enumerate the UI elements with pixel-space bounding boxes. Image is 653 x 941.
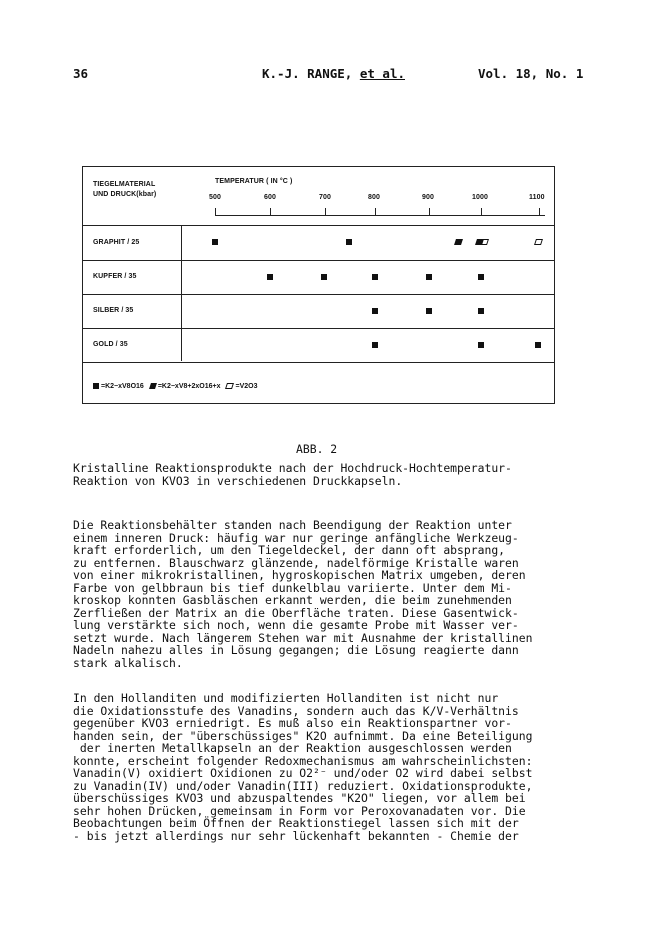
author-etal: et al. — [359, 66, 405, 81]
legend-text: =K2−xV8O16 — [101, 383, 144, 390]
marker-kv8o16 — [267, 274, 273, 280]
row-divider — [83, 260, 554, 261]
tick-500 — [215, 208, 216, 215]
figure-legend — [93, 383, 257, 390]
tick-1100 — [539, 208, 540, 215]
solid-square-icon — [93, 383, 99, 389]
legend-text: =V2O3 — [235, 383, 258, 390]
tick-900 — [429, 208, 430, 215]
page-number: 36 — [73, 66, 89, 81]
marker-kv8o16 — [426, 274, 432, 280]
solid-parallelogram-icon — [149, 383, 157, 389]
marker-modified-hollandite — [454, 239, 463, 245]
body-paragraph-1: Die Reaktionsbehälter standen nach Beendigung der Reaktion unter einem inneren Druck: häufig war nur geringe anfängliche Werkzeug- kraft erforderlich, um den Tiegeldeckel, der dann oft absprang, zu entfernen. Blauschwarz glänzende, nadelförmige Kristalle waren von einer mikrokristallinen, hygroskopischen Matrix umgeben, deren Farbe von gelbbraun bis tief dunkelblau variierte. Unter dem Mi- kroskop konnten Gasbläschen erkannt werden, die beim zunehmenden Zerfließen der Matrix an die Oberfläche traten. Diese Gasentwick- lung verstärkte sich noch, wenn die gesamte Probe mit Wasser ver- setzt wurde. Nach längerem Stehen war mit Ausnahme der kristallinen Nadeln nahezu alles in Lösung gegangen; die Lösung reagierte dann stark alkalisch. — [73, 518, 533, 671]
row-label-gold: GOLD / 35 — [93, 341, 128, 348]
marker-v2o3 — [480, 239, 489, 245]
temp-500: 500 — [209, 194, 221, 201]
figure-table — [82, 166, 555, 404]
temp-1000: 1000 — [472, 194, 488, 201]
marker-kv8o16 — [212, 239, 218, 245]
marker-kv8o16 — [346, 239, 352, 245]
marker-kv8o16 — [535, 342, 541, 348]
tick-800 — [375, 208, 376, 215]
column-divider — [181, 225, 182, 361]
marker-v2o3 — [534, 239, 543, 245]
volume-info: Vol. 18, No. 1 — [478, 66, 584, 81]
legend-text: =K2−xV8+2xO16+x — [157, 383, 221, 390]
marker-kv8o16 — [372, 342, 378, 348]
figure-title: ABB. 2 — [296, 442, 338, 456]
marker-kv8o16 — [478, 274, 484, 280]
row-label-silber: SILBER / 35 — [93, 307, 134, 314]
col-header-line2: UND DRUCK(kbar) — [93, 191, 157, 198]
temp-900: 900 — [422, 194, 434, 201]
row-divider — [83, 328, 554, 329]
marker-kv8o16 — [478, 342, 484, 348]
temp-600: 600 — [264, 194, 276, 201]
legend-item-v2o3 — [226, 383, 257, 390]
marker-kv8o16 — [478, 308, 484, 314]
open-parallelogram-icon — [226, 383, 235, 389]
temperature-axis — [215, 215, 545, 216]
row-label-graphit: GRAPHIT / 25 — [93, 239, 140, 246]
temp-700: 700 — [319, 194, 331, 201]
row-divider — [83, 225, 554, 226]
body-paragraph-2: In den Hollanditen und modifizierten Hollanditen ist nicht nur die Oxidationsstufe des Vanadins, sondern auch das K/V-Verhältnis gegenüber KVO3 erniedrigt. Es muß also ein Reaktionspartner vor- handen sein, der "überschüssiges" K2O aufnimmt. Da eine Beteiligung der inerten Metallkapseln an der Reaktion ausgeschlossen werden konnte, erscheint folgender Redoxmechanismus am wahrscheinlichsten: Vanadin(V) oxidiert Oxidionen zu O2²⁻ und/oder O2 wird dabei selbst zu Vanadin(IV) und/oder Vanadin(III) reduziert. Oxidationsprodukte, überschüssiges KVO3 und abzuspaltendes "K2O" liegen, vor allem bei sehr hohen Drücken, gemeinsam in Form vor Peroxovanadaten vor. Die Beobachtungen beim Öffnen der Reaktionstiegel lassen sich mit der - bis jetzt allerdings nur sehr lückenhaft bekannten - Chemie der — [73, 691, 533, 844]
tick-1000 — [481, 208, 482, 215]
figure-caption: Kristalline Reaktionsprodukte nach der Hochdruck-Hochtemperatur- Reaktion von KVO3 in verschiedenen Druckkapseln. — [73, 461, 512, 488]
legend-item-modified-hollandite — [150, 383, 221, 390]
tick-600 — [270, 208, 271, 215]
author-main: K.-J. RANGE, — [262, 66, 360, 81]
temperature-header: TEMPERATUR ( IN °C ) — [215, 178, 293, 185]
row-label-kupfer: KUPFER / 35 — [93, 273, 137, 280]
row-divider — [83, 362, 554, 363]
temp-1100: 1100 — [529, 194, 545, 201]
legend-item-hollandite — [93, 383, 144, 390]
marker-kv8o16 — [372, 308, 378, 314]
marker-kv8o16 — [372, 274, 378, 280]
running-author — [262, 66, 405, 81]
col-header-line1: TIEGELMATERIAL — [93, 181, 156, 188]
temp-800: 800 — [368, 194, 380, 201]
marker-kv8o16 — [426, 308, 432, 314]
row-divider — [83, 294, 554, 295]
tick-700 — [325, 208, 326, 215]
marker-kv8o16 — [321, 274, 327, 280]
